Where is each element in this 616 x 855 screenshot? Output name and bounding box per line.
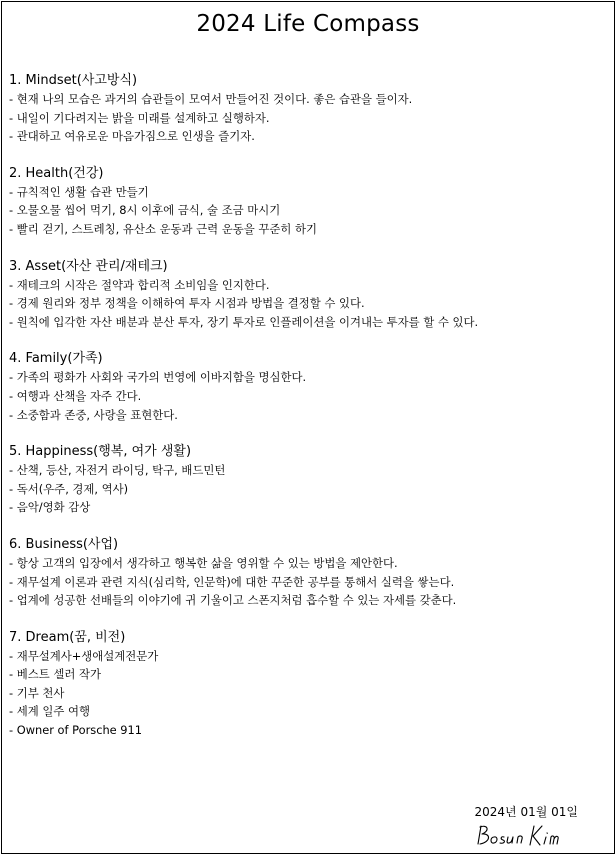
section (9, 71, 610, 146)
list-item: - 내일이 기다려지는 밝을 미래를 설계하고 실행하자. (9, 110, 270, 125)
section-heading: 7. Dream(꿈, 비전) (9, 629, 126, 645)
list-item: - 원칙에 입각한 자산 배분과 분산 투자, 장기 투자로 인플레이션을 이겨내는 투자를 할 수 있다. (9, 314, 479, 329)
list-item: - 재테크의 시작은 절약과 합리적 소비임을 인지한다. (9, 277, 270, 292)
list-item: - 항상 고객의 입장에서 생각하고 행복한 삶을 영위할 수 있는 방법을 제안한다. (9, 555, 398, 570)
list-item: - 독서(우주, 경제, 역사) (9, 481, 129, 496)
section (9, 257, 610, 332)
section-heading: 5. Happiness(행복, 여가 생활) (9, 444, 192, 460)
section (9, 442, 610, 517)
list-item: - 세계 일주 여행 (9, 704, 90, 719)
section (9, 164, 610, 239)
page-title: 2024 Life Compass (196, 11, 420, 37)
list-item: - 경제 원리와 정부 정책을 이해하여 투자 시점과 방법을 결정할 수 있다. (9, 296, 365, 311)
list-item: - Owner of Porsche 911 (9, 723, 143, 738)
document-page (1, 1, 615, 854)
list-item: - 베스트 셀러 작가 (9, 667, 101, 682)
signature (472, 820, 572, 850)
list-item: - 산책, 등산, 자전거 라이딩, 탁구, 배드민턴 (9, 463, 226, 478)
list-item: - 오물오물 씹어 먹기, 8시 이후에 금식, 술 조금 마시기 (9, 203, 281, 218)
list-item: - 여행과 산책을 자주 간다. (9, 388, 142, 403)
list-item: - 관대하고 여유로운 마음가짐으로 인생을 즐기자. (9, 129, 255, 144)
section-heading: 1. Mindset(사고방식) (9, 73, 138, 88)
section-heading: 4. Family(가족) (9, 351, 103, 367)
document-date: 2024년 01월 01일 (474, 805, 578, 819)
list-item: - 재무설계 이론과 관련 지식(심리학, 인문학)에 대한 꾸준한 공부를 통해서 실력을 쌓는다. (9, 574, 455, 589)
list-item: - 가족의 평화가 사회와 국가의 번영에 이바지함을 명심한다. (9, 370, 307, 385)
section (9, 349, 610, 424)
section-heading: 3. Asset(자산 관리/재테크) (9, 258, 168, 274)
list-item: - 소중함과 존중, 사랑을 표현한다. (9, 407, 178, 422)
list-item: - 기부 천사 (9, 685, 65, 700)
section-heading: 2. Health(건강) (9, 165, 104, 181)
list-item: - 재무설계사+생애설계전문가 (9, 648, 159, 663)
list-item: - 빨리 걷기, 스트레칭, 유산소 운동과 근력 운동을 꾸준히 하기 (9, 221, 318, 236)
section-heading: 6. Business(사업) (9, 536, 119, 552)
list-item: - 규칙적인 생활 습관 만들기 (9, 184, 149, 199)
sections-list (9, 71, 610, 758)
section (9, 535, 610, 610)
list-item: - 현재 나의 모습은 과거의 습관들이 모여서 만들어진 것이다. 좋은 습관을 들이자. (9, 92, 413, 106)
list-item: - 업계에 성공한 선배들의 이야기에 귀 기울이고 스폰지처럼 흡수할 수 있는 자세를 갖춘다. (9, 593, 457, 608)
list-item: - 음악/영화 감상 (9, 500, 91, 515)
section (9, 628, 610, 740)
